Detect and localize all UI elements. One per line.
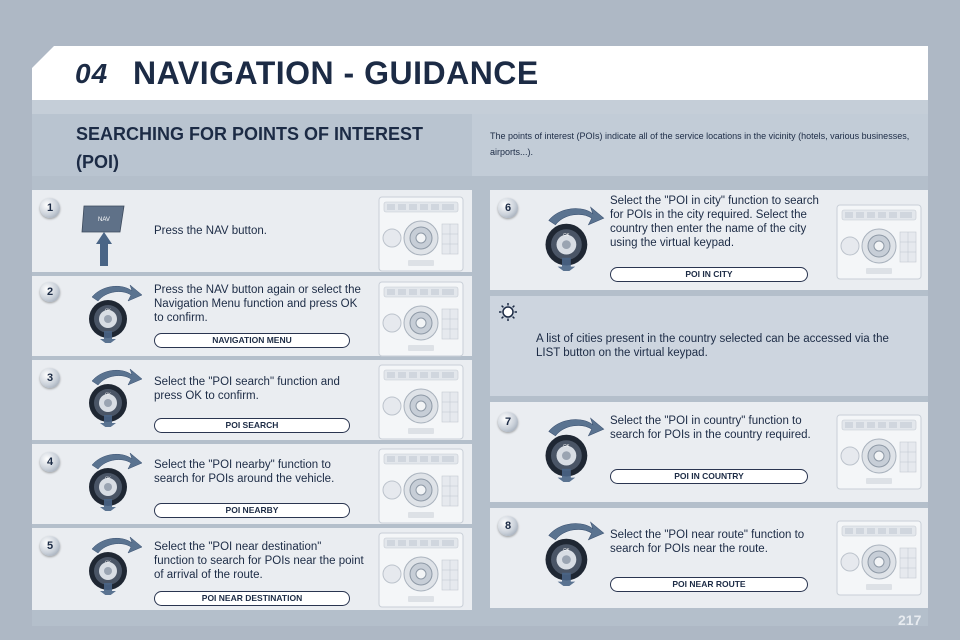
control-panel-image [378,196,464,272]
menu-pill-poi-near-route: POI NEAR ROUTE [610,577,808,592]
page-number: 217 [898,612,922,628]
menu-pill-navigation-menu: NAVIGATION MENU [154,333,350,348]
step-text-4: Select the "POI nearby" function to search for POIs around the vehicle. [154,459,335,485]
rotary-knob-icon [84,367,144,427]
chapter-number: 04 [75,58,109,89]
control-panel-image [378,448,464,524]
step-text-6: Select the "POI in city" function to search for POIs in the city required. Select the country then enter the name of the city using the virtual keypad. [610,195,819,249]
tip-text: A list of cities present in the country selected can be accessed via the LIST button on the virtual keypad. [536,333,889,359]
step-badge-8: 8 [498,516,518,536]
step-badge-3: 3 [40,368,60,388]
menu-pill-poi-near-destination: POI NEAR DESTINATION [154,591,350,606]
nav-button-icon [80,202,126,270]
step-text-1: Press the NAV button. [154,225,267,237]
control-panel-image [378,281,464,357]
control-panel-image [378,532,464,608]
rotary-knob-icon [84,535,144,595]
lightbulb-icon [498,302,518,322]
step-badge-4: 4 [40,452,60,472]
step-badge-6: 6 [498,198,518,218]
section-title: SEARCHING FOR POINTS OF INTEREST (POI) [76,124,424,172]
intro-text: The points of interest (POIs) indicate all of the service locations in the vicinity (hotels, various businesses, airports...). [490,131,910,157]
step-text-8: Select the "POI near route" function to search for POIs near the route. [610,529,805,555]
menu-pill-poi-in-city: POI IN CITY [610,267,808,282]
control-panel-image [378,364,464,440]
control-panel-image [836,204,922,280]
rotary-knob-icon [84,451,144,511]
step-text-3: Select the "POI search" function and press OK to confirm. [154,376,340,402]
rotary-knob-icon [540,205,606,271]
nav-button-label: NAV [98,217,110,223]
header-corner [0,46,54,100]
step-text-5: Select the "POI near destination" function to search for POIs near the point of arrival of the route. [154,541,364,581]
step-badge-2: 2 [40,282,60,302]
rotary-knob-icon [540,520,606,586]
chapter-title: NAVIGATION - GUIDANCE [133,55,539,91]
step-badge-1: 1 [40,198,60,218]
menu-pill-poi-search: POI SEARCH [154,418,350,433]
control-panel-image [836,520,922,596]
step-text-7: Select the "POI in country" function to search for POIs in the country required. [610,415,811,441]
menu-pill-poi-nearby: POI NEARBY [154,503,350,518]
step-badge-7: 7 [498,412,518,432]
step-text-2: Press the NAV button again or select the Navigation Menu function and press OK to confirm. [154,284,361,324]
step-badge-5: 5 [40,536,60,556]
rotary-knob-icon [540,416,606,482]
decorative-band [32,100,928,114]
control-panel-image [836,414,922,490]
rotary-knob-icon [84,283,144,343]
menu-pill-poi-in-country: POI IN COUNTRY [610,469,808,484]
